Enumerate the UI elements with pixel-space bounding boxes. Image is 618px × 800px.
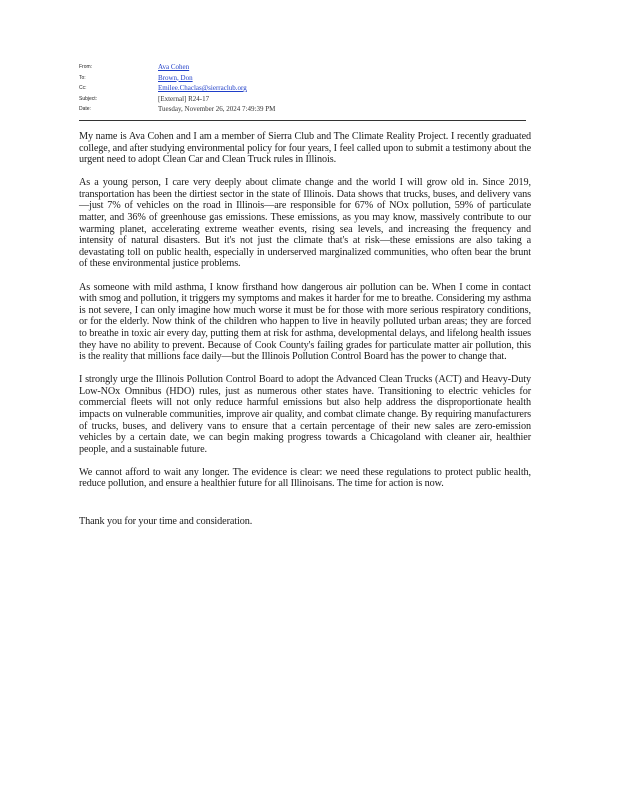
from-label: From:	[79, 64, 93, 70]
date-value: Tuesday, November 26, 2024 7:49:39 PM	[158, 105, 276, 113]
paragraph-climate: As a young person, I care very deeply about climate change and the world I will grow old in. Since 2019, transportation has been the dirtiest sector in the state of Illinois. Data shows that trucks, buses, and delivery vans—just 7% of vehicles on the road in Illinois—are responsible for 67% of NOx pollution, 59% of particulate matter, and 36% of greenhouse gas emissions. These emissions, as you may know, massively contribute to our warming planet, accelerating extreme weather events, rising sea levels, and increasing the frequency and intensity of natural disasters. But it's not just the climate that's at risk—these emissions are also taking a devastating toll on public health, especially in underserved marginalized communities, who often bear the brunt of these environmental justice problems.	[79, 177, 531, 270]
paragraph-request: I strongly urge the Illinois Pollution Control Board to adopt the Advanced Clean Trucks (ACT) and Heavy-Duty Low-NOx Omnibus (HDO) rules, just as numerous other states have. Transitioning to electric vehicles for commercial fleets will not only reduce harmful emissions but also help address the disproportionate health impacts on vulnerable communities, improve air quality, and combat climate change. By requiring manufacturers of trucks, buses, and delivery vans to ensure that a certain percentage of their new sales are zero-emission vehicles by a certain date, we can begin making progress towards a Chicagoland with cleaner air, healthier people, and a sustainable future.	[79, 374, 531, 455]
paragraph-urgency: We cannot afford to wait any longer. The evidence is clear: we need these regulations to protect public health, reduce pollution, and ensure a healthier future for all Illinoisans. The time for action is now.	[79, 466, 531, 490]
subject-row	[79, 94, 529, 105]
paragraph-intro: My name is Ava Cohen and I am a member of Sierra Club and The Climate Reality Project. I recently graduated college, and after studying environmental policy for four years, I feel called upon to submit a testimony about the urgent need to adopt Clean Car and Clean Truck rules in Illinois.	[79, 131, 531, 166]
paragraph-asthma: As someone with mild asthma, I know firsthand how dangerous air pollution can be. When I come in contact with smog and pollution, it triggers my symptoms and makes it harder for me to breathe. Considering my asthma is not severe, I can only imagine how much worse it must be for those with more serious respiratory conditions, or for the elderly. Now think of the children who happen to live in heavily polluted urban areas; they are forced to breathe in toxic air every day, putting them at risk for asthma, developmental delays, and lifelong health issues they have no ability to prevent. Because of Cook County's failing grades for particulate matter air pollution, this is the reality that millions face daily—but the Illinois Pollution Control Board has the power to change that.	[79, 281, 531, 363]
email-header	[79, 62, 529, 115]
cc-row	[79, 83, 529, 94]
date-row	[79, 104, 529, 115]
from-row	[79, 62, 529, 73]
to-label: To:	[79, 74, 86, 81]
header-divider	[79, 120, 526, 121]
subject-value: [External] R24-17	[158, 94, 210, 103]
date-label: Date:	[79, 106, 91, 112]
cc-link[interactable]: Emilee.Chaclas@sierraclub.org	[158, 84, 247, 92]
paragraph-closing: Thank you for your time and consideration.	[79, 516, 253, 528]
cc-label: Cc:	[79, 85, 87, 91]
from-link[interactable]: Ava Cohen	[158, 63, 190, 71]
to-row	[79, 73, 529, 84]
to-link[interactable]: Brown, Don	[158, 73, 193, 82]
subject-label: Subject:	[79, 95, 98, 102]
email-body	[79, 131, 531, 539]
